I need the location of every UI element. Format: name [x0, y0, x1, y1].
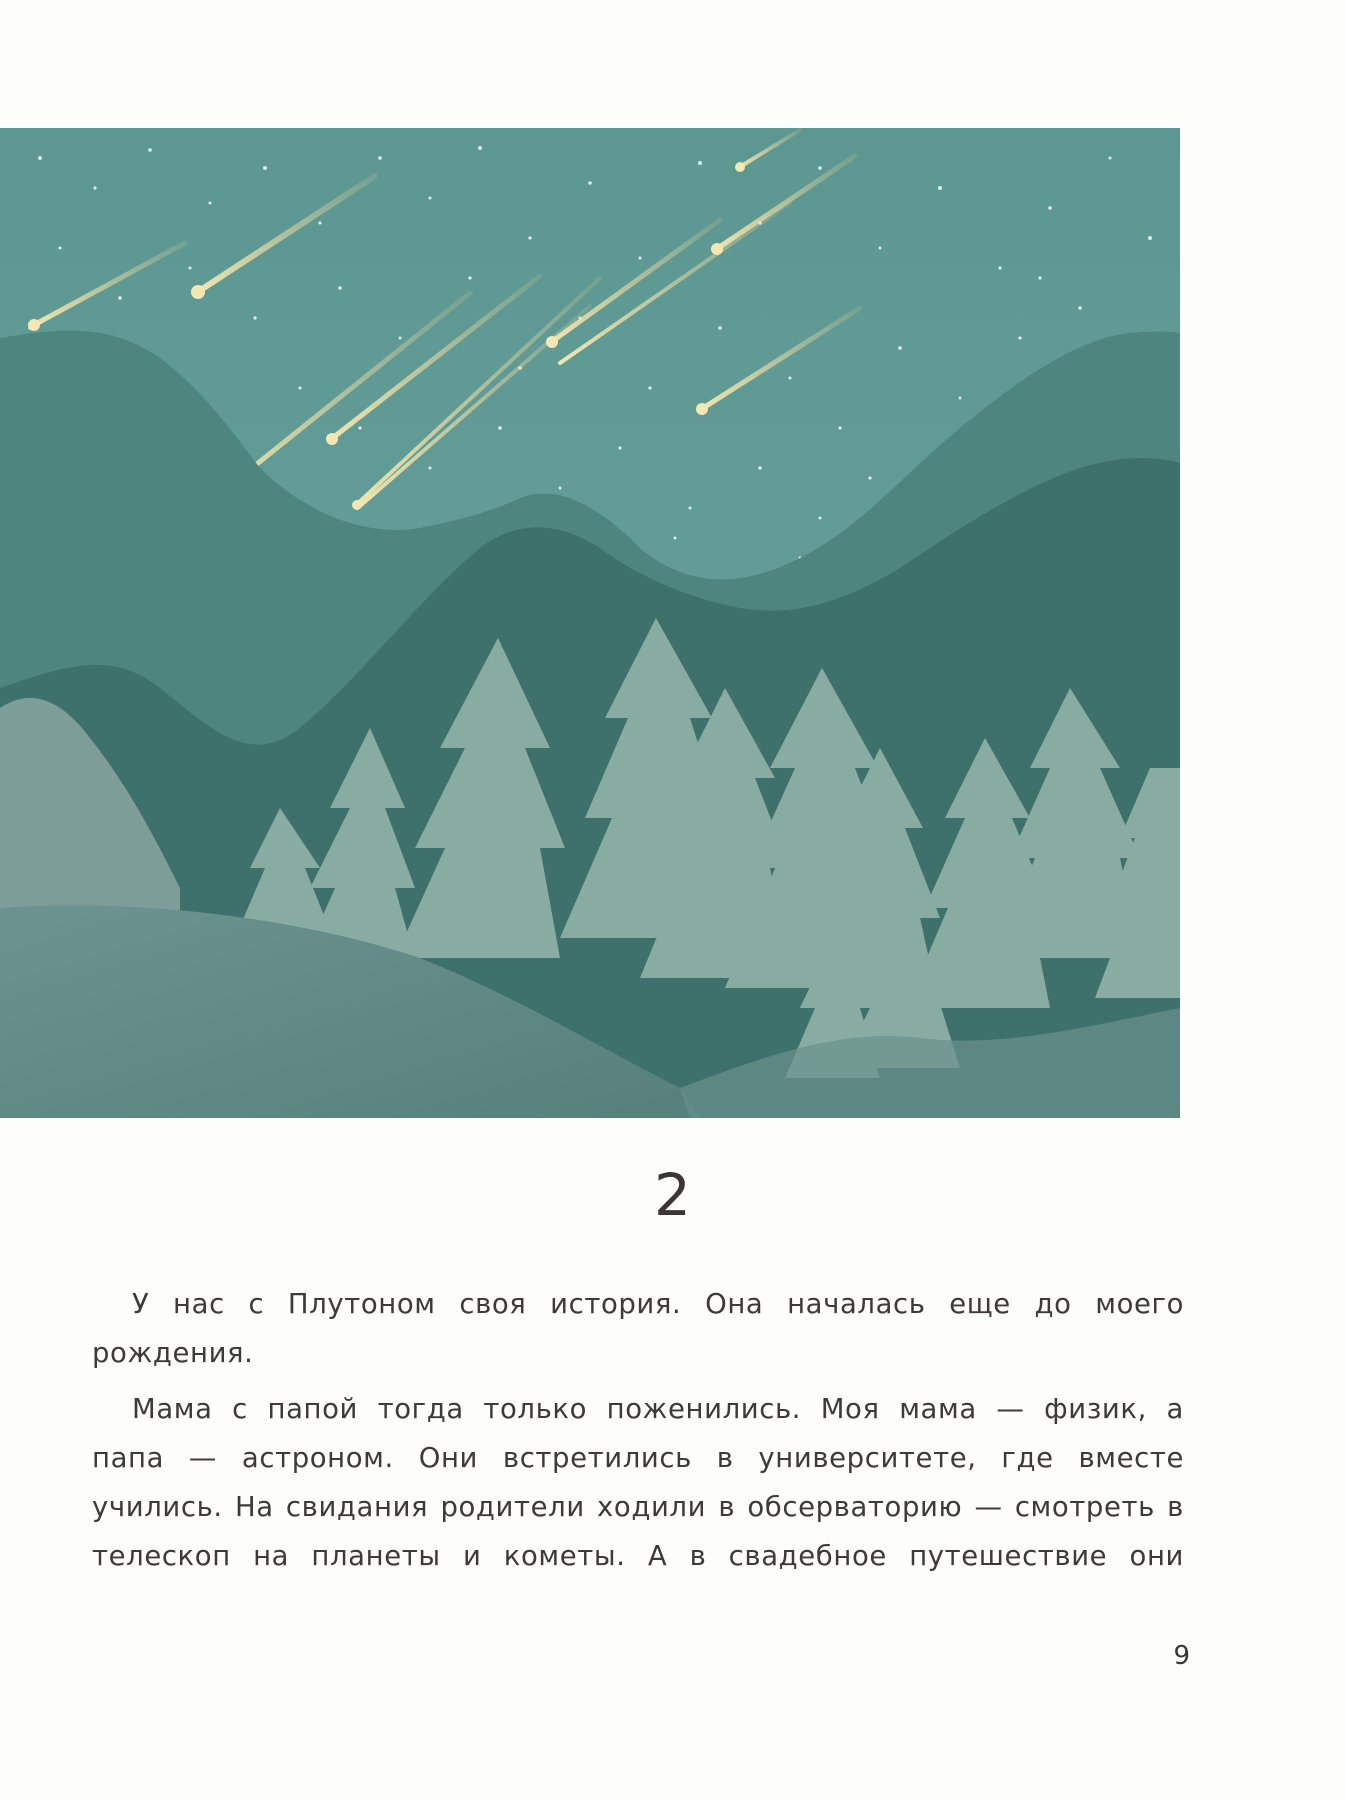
- page-number: 9: [1173, 1641, 1190, 1671]
- chapter-number: 2: [654, 1161, 692, 1229]
- paragraph: У нас с Плутоном своя история. Она началась еще до моего рождения.: [92, 1288, 1184, 1369]
- paragraph: Мама с папой тогда только поженились. Моя мама — физик, а папа — астроном. Они встретились в университете, где вместе учились. На свидания родители ходили в обсерваторию — смотреть в телескоп на планеты и кометы. А в свадебное путешествие они: [92, 1393, 1184, 1572]
- chapter-illustration: [0, 128, 1180, 1118]
- story-text: [92, 1280, 1184, 1588]
